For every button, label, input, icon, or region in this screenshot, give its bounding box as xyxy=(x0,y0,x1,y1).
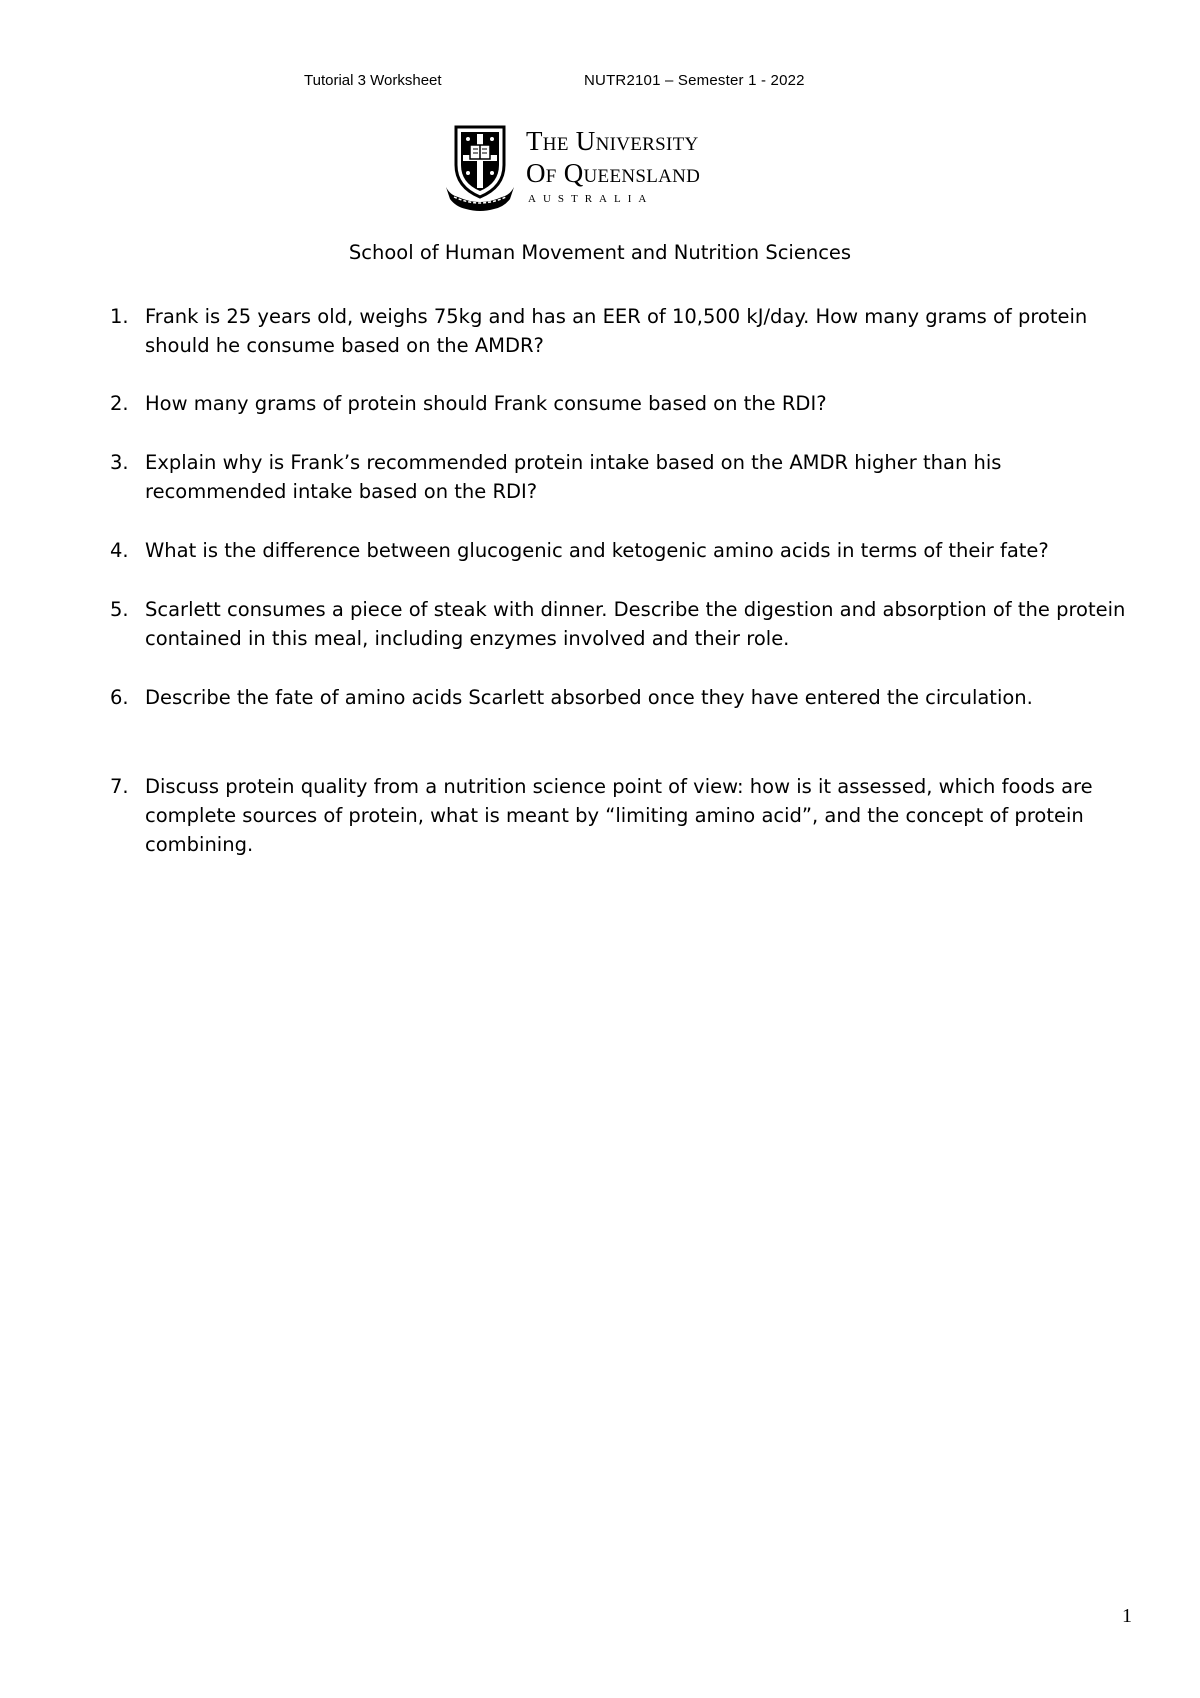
question-text: Explain why is Frank’s recommended protein intake based on the AMDR higher than his recommended intake based on the RDI? xyxy=(145,451,1002,503)
question-text: Scarlett consumes a piece of steak with dinner. Describe the digestion and absorption of the protein contained in this meal, including enzymes involved and their role. xyxy=(145,598,1126,650)
question-number: 1. xyxy=(110,305,129,328)
question-text: Frank is 25 years old, weighs 75kg and has an EER of 10,500 kJ/day. How many grams of protein should he consume based on the AMDR? xyxy=(145,305,1088,357)
school-name: School of Human Movement and Nutrition Sciences xyxy=(348,241,852,264)
logo-wordmark xyxy=(526,125,700,205)
question-text: Describe the fate of amino acids Scarlett absorbed once they have entered the circulation. xyxy=(145,686,1033,709)
header-course: NUTR2101 – Semester 1 - 2022 xyxy=(584,72,805,89)
question-number: 6. xyxy=(110,686,129,709)
question-text: What is the difference between glucogenic and ketogenic amino acids in terms of their fate? xyxy=(145,539,1049,562)
logo-line-1: The University xyxy=(526,126,699,156)
logo-line-3: AUSTRALIA xyxy=(528,193,654,205)
question-text: How many grams of protein should Frank consume based on the RDI? xyxy=(145,392,827,415)
question-text: Discuss protein quality from a nutrition science point of view: how is it assessed, which foods are complete sources of protein, what is meant by “limiting amino acid”, and the concept of protein combining. xyxy=(145,775,1093,856)
question-number: 5. xyxy=(110,598,129,621)
logo-line-2: Of Queensland xyxy=(526,158,701,188)
university-logo xyxy=(444,125,756,215)
question-number: 7. xyxy=(110,775,129,798)
question-number: 3. xyxy=(110,451,129,474)
header-title: Tutorial 3 Worksheet xyxy=(304,72,442,89)
question-number: 2. xyxy=(110,392,129,415)
page-number: 1 xyxy=(1122,1605,1132,1627)
page-header xyxy=(0,72,1200,92)
crest-icon xyxy=(444,125,524,215)
question-number: 4. xyxy=(110,539,129,562)
